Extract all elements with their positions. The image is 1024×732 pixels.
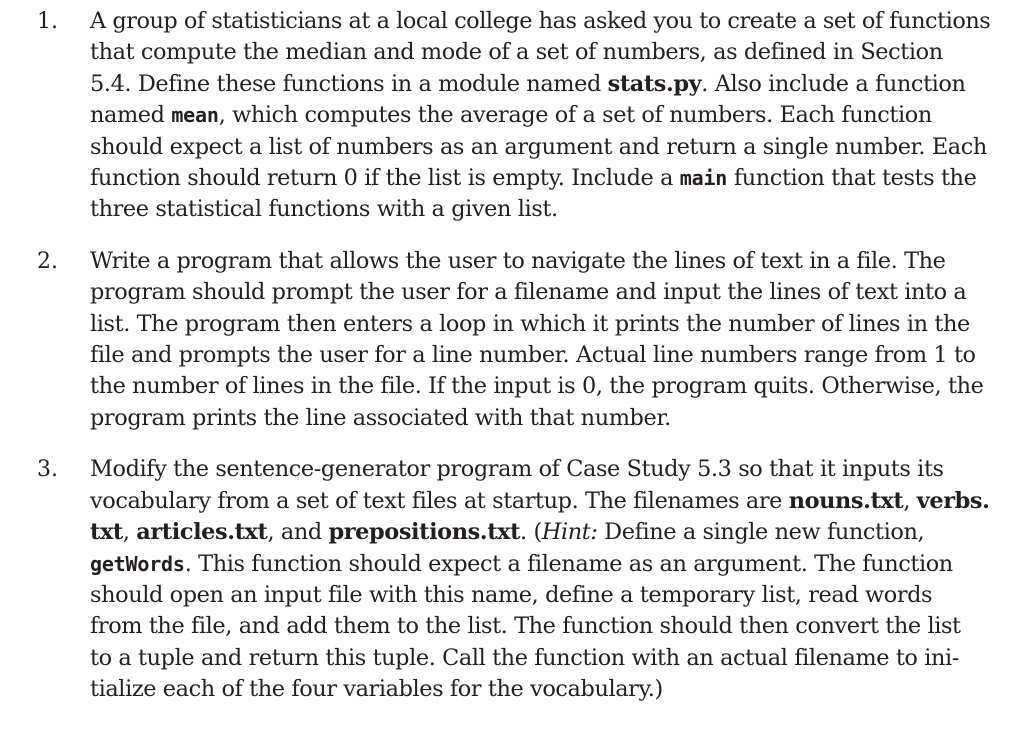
text-line: [90, 6, 991, 37]
exercise-3: [0, 454, 1024, 705]
filename-term: prepositions.txt: [328, 519, 521, 546]
text-line: [90, 611, 972, 642]
text-line: [90, 246, 972, 277]
exercise-number: 3.: [37, 457, 58, 483]
text-segment: ,: [903, 487, 917, 514]
text-line: [90, 517, 972, 548]
exercise-1: [0, 6, 1024, 226]
text-segment: tialize each of the four variables for the vocabulary.): [90, 676, 663, 703]
text-segment: , which computes the average of a set of numbers. Each function: [218, 102, 932, 129]
exercise-number: 1.: [37, 9, 58, 34]
hint-label: Hint:: [541, 519, 598, 546]
text-segment: Write a program that allows the user to navigate the lines of text in a file. The: [90, 247, 946, 274]
filename-term: articles.txt: [136, 519, 268, 546]
text-segment: that compute the median and mode of a set of numbers, as defined in Section: [90, 39, 943, 66]
text-line: [90, 163, 977, 194]
filename-term: stats.py: [607, 70, 702, 97]
text-segment: function that tests the: [727, 165, 977, 192]
text-line: [90, 69, 972, 100]
code-term: mean: [171, 103, 219, 128]
text-segment: , and: [267, 519, 329, 546]
text-line: [90, 403, 972, 434]
text-segment: 5.4. Define these functions in a module named: [90, 70, 608, 97]
text-segment: file and prompts the user for a line number. Actual line numbers range from 1 to: [90, 342, 976, 369]
code-term: main: [679, 166, 728, 191]
text-line: [90, 309, 972, 340]
text-line: [90, 277, 972, 308]
text-line: [90, 674, 972, 705]
exercise-number: 2.: [37, 248, 58, 274]
text-segment: Define a single new function,: [597, 519, 925, 546]
text-segment: program should prompt the user for a filename and input the lines of text into a: [90, 279, 967, 306]
text-segment: should open an input file with this name, define a temporary list, read words: [90, 581, 933, 608]
exercise-text: [90, 246, 984, 434]
text-segment: named: [90, 102, 172, 129]
exercise-2: [0, 246, 1024, 434]
text-segment: ,: [122, 519, 137, 546]
text-line: [90, 643, 972, 674]
text-segment: . Also include a function: [701, 70, 966, 97]
text-segment: from the file, and add them to the list. The function should then convert the list: [90, 613, 961, 640]
text-line: [90, 454, 972, 485]
text-segment: . (: [520, 519, 542, 546]
exercise-text: [90, 6, 991, 226]
text-segment: program prints the line associated with that number.: [90, 404, 671, 431]
exercise-text: [90, 454, 990, 705]
text-line: [90, 486, 990, 517]
text-line: [90, 37, 972, 68]
text-line: [90, 371, 984, 402]
text-line: [90, 340, 976, 371]
text-segment: vocabulary from a set of text files at startup. The filenames are: [90, 487, 789, 514]
text-segment: should expect a list of numbers as an argument and return a single number. Each: [90, 133, 987, 160]
text-segment: list. The program then enters a loop in which it prints the number of lines in the: [90, 310, 970, 337]
text-line: [90, 100, 972, 131]
code-term: getWords: [90, 551, 185, 576]
text-segment: . This function should expect a filename as an argument. The function: [184, 550, 953, 577]
text-line: [90, 132, 987, 163]
text-segment: three statistical functions with a given list.: [90, 196, 558, 223]
text-segment: Modify the sentence-generator program of Case Study 5.3 so that it inputs its: [90, 456, 944, 483]
text-line: [90, 549, 972, 580]
text-segment: to a tuple and return this tuple. Call the function with an actual filename to ini-: [90, 644, 959, 671]
filename-term: verbs.: [916, 487, 990, 514]
text-segment: function should return 0 if the list is empty. Include a: [90, 165, 680, 192]
filename-term: txt: [90, 519, 123, 546]
text-segment: the number of lines in the file. If the input is 0, the program quits. Otherwise, the: [90, 373, 984, 400]
text-line: [90, 194, 972, 225]
text-segment: A group of statisticians at a local college has asked you to create a set of functions: [90, 8, 991, 34]
text-line: [90, 580, 972, 611]
filename-term: nouns.txt: [788, 487, 904, 514]
exercise-list: [0, 6, 1024, 726]
